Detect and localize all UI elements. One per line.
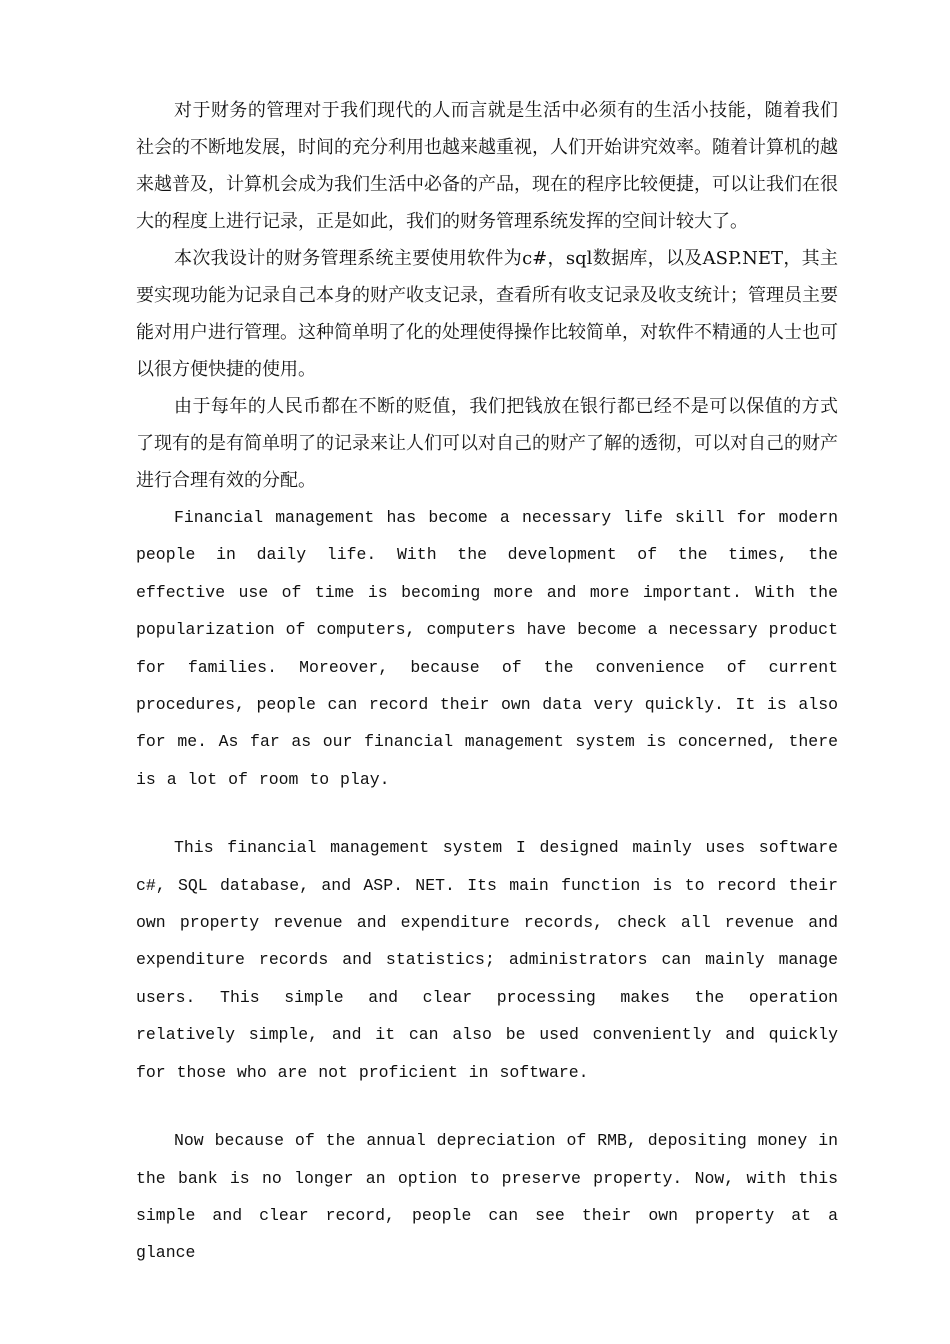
paragraph-spacer — [136, 1091, 838, 1122]
paragraph-spacer — [136, 798, 838, 829]
en-paragraph-3: Now because of the annual depreciation of RMB, depositing money in the bank is no longer an option to preserve property. Now, with this simple and clear record, people can see their own property at a glance — [136, 1131, 838, 1263]
zh-paragraph-3: 由于每年的人民币都在不断的贬值，我们把钱放在银行都已经不是可以保值的方式了现有的是有简单明了的记录来让人们可以对自己的财产了解的透彻，可以对自己的财产进行合理有效的分配。 — [136, 396, 838, 491]
en-paragraph-1: Financial management has become a necessary life skill for modern people in daily life. With the development of the times, the effective use of time is becoming more and more important. With the popularization of computers, computers have become a necessary product for families. Moreover, because of the convenience of current procedures, people can record their own data very quickly. It is also for me. As far as our financial management system is concerned, there is a lot of room to play. — [136, 508, 838, 789]
document-page — [136, 92, 838, 1272]
zh-paragraph-2: 本次我设计的财务管理系统主要使用软件为c#，sql数据库，以及ASP.NET，其主要实现功能为记录自己本身的财产收支记录，查看所有收支记录及收支统计；管理员主要能对用户进行管理。这种简单明了化的处理使得操作比较简单，对软件不精通的人士也可以很方便快捷的使用。 — [136, 248, 838, 380]
en-paragraph-2: This financial management system I designed mainly uses software c#, SQL database, and ASP. NET. Its main function is to record their own property revenue and expenditure records, check all revenue and expenditure records and statistics; administrators can mainly manage users. This simple and clear processing makes the operation relatively simple, and it can also be used conveniently and quickly for those who are not proficient in software. — [136, 838, 838, 1082]
zh-paragraph-1: 对于财务的管理对于我们现代的人而言就是生活中必须有的生活小技能，随着我们社会的不断地发展，时间的充分利用也越来越重视，人们开始讲究效率。随着计算机的越来越普及，计算机会成为我们生活中必备的产品，现在的程序比较便捷，可以让我们在很大的程度上进行记录，正是如此，我们的财务管理系统发挥的空间计较大了。 — [136, 100, 838, 232]
